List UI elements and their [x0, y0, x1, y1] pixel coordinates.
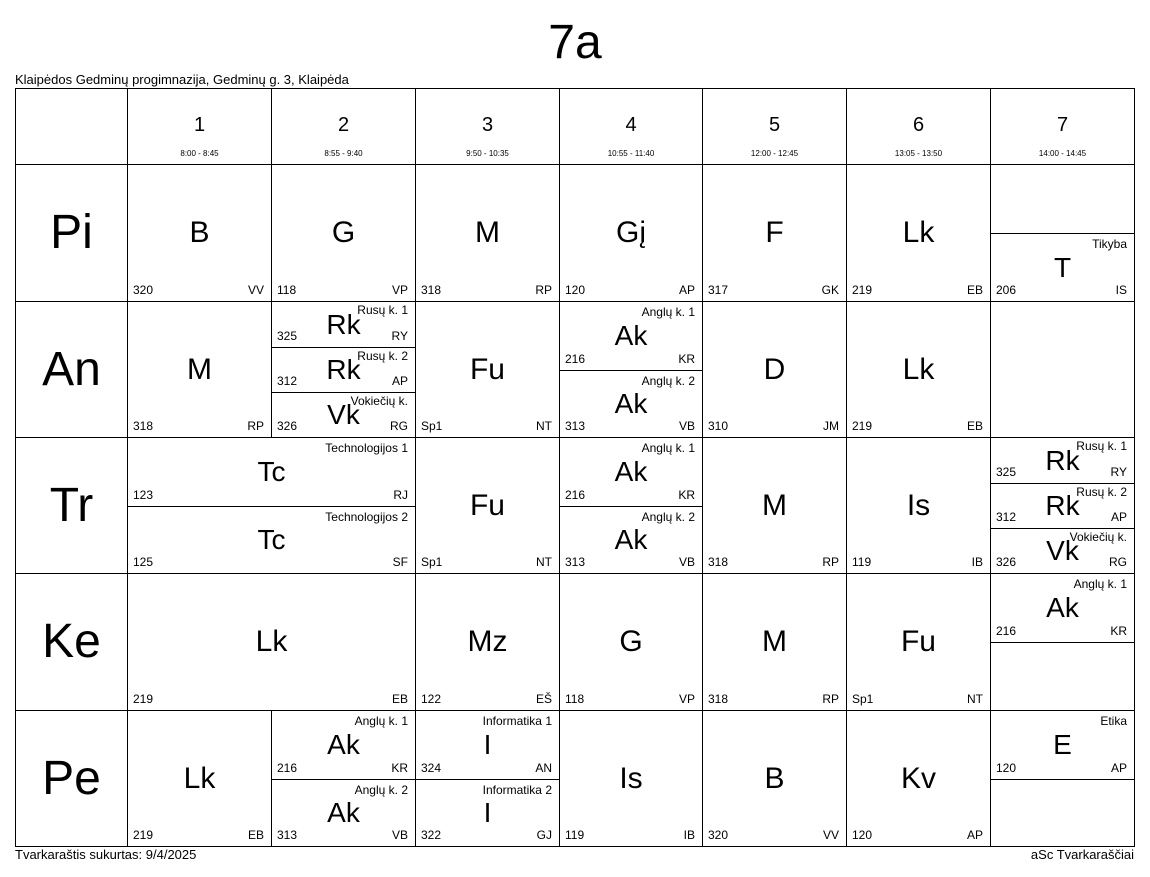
group-name: Anglų k. 1 — [641, 441, 695, 455]
lesson — [560, 302, 702, 370]
subject-code: I — [483, 797, 492, 828]
period-number: 2 — [337, 114, 350, 136]
group-name: Rusų k. 1 — [357, 303, 408, 317]
teacher-initials: NT — [536, 555, 552, 569]
group-name: Anglų k. 1 — [354, 714, 408, 728]
teacher-initials: AP — [678, 283, 695, 297]
lesson — [991, 438, 1134, 483]
period-time: 10:55 - 11:40 — [607, 149, 655, 158]
teacher-initials: IB — [683, 828, 695, 842]
teacher-initials: NT — [967, 692, 983, 706]
lesson — [847, 574, 990, 710]
lesson — [703, 302, 846, 437]
teacher-initials: RG — [390, 419, 408, 433]
day-label-cell — [15, 573, 128, 711]
room-number: 122 — [421, 692, 442, 706]
group-name: Informatika 1 — [482, 714, 552, 728]
teacher-initials: GJ — [536, 828, 552, 842]
subject-code: Mz — [467, 625, 508, 658]
lesson — [416, 165, 559, 301]
empty-slot — [991, 165, 1134, 233]
room-number: 123 — [133, 488, 154, 502]
teacher-initials: VB — [678, 419, 695, 433]
teacher-initials: KR — [678, 352, 695, 366]
lesson — [991, 233, 1134, 301]
period-time: 14:00 - 14:45 — [1038, 149, 1087, 158]
subject-code: Gį — [616, 216, 646, 249]
subject-code: M — [187, 352, 212, 386]
lesson-cell — [415, 710, 560, 847]
room-number: 317 — [708, 283, 729, 297]
room-number: 324 — [421, 761, 442, 775]
teacher-initials: VP — [391, 283, 408, 297]
room-number: Sp1 — [421, 555, 443, 569]
lesson-cell — [990, 164, 1135, 302]
lesson — [272, 165, 415, 301]
lesson — [560, 574, 702, 710]
room-number: 318 — [421, 283, 442, 297]
subject-code: Vk — [1046, 535, 1079, 566]
lesson-cell — [846, 437, 991, 574]
teacher-initials: KR — [1110, 624, 1127, 638]
lesson — [703, 574, 846, 710]
subject-code: M — [762, 488, 787, 522]
group-name: Anglų k. 2 — [641, 510, 695, 524]
teacher-initials: RY — [1110, 465, 1127, 479]
teacher-initials: EB — [966, 283, 983, 297]
period-header — [990, 88, 1135, 165]
lesson-cell — [846, 301, 991, 438]
period-number: 1 — [193, 114, 206, 136]
teacher-initials: EB — [247, 828, 264, 842]
lesson — [128, 165, 271, 301]
teacher-initials: AP — [1110, 510, 1127, 524]
teacher-initials: VV — [822, 828, 839, 842]
lesson-cell — [702, 437, 847, 574]
teacher-initials: VB — [678, 555, 695, 569]
subject-code: Kv — [900, 761, 936, 795]
day-label-cell — [15, 164, 128, 302]
room-number: Sp1 — [852, 692, 874, 706]
lesson — [991, 483, 1134, 528]
lesson — [703, 438, 846, 573]
lesson-cell — [127, 164, 272, 302]
teacher-initials: AP — [1110, 761, 1127, 775]
lesson — [416, 779, 559, 846]
day-label: Pi — [50, 206, 93, 259]
teacher-initials: VB — [391, 828, 408, 842]
lesson — [272, 392, 415, 437]
room-number: 313 — [565, 555, 586, 569]
period-number: 5 — [768, 114, 781, 136]
subject-code: M — [475, 216, 500, 249]
subject-code: Lk — [902, 216, 935, 249]
room-number: 118 — [277, 283, 297, 297]
lesson — [272, 302, 415, 347]
day-label-cell — [15, 437, 128, 574]
period-time: 13:05 - 13:50 — [894, 149, 943, 158]
empty-slot — [991, 302, 1134, 437]
lesson-cell — [271, 301, 416, 438]
subject-code: I — [483, 729, 492, 760]
subject-code: Ak — [614, 524, 648, 555]
lesson-cell — [415, 573, 560, 711]
room-number: 320 — [708, 828, 729, 842]
subject-code: Fu — [469, 488, 505, 522]
lesson-cell — [127, 437, 416, 574]
period-header — [846, 88, 991, 165]
school-name: Klaipėdos Gedminų progimnazija, Gedminų g. 3, Klaipėda — [15, 72, 349, 87]
teacher-initials: VP — [678, 692, 695, 706]
subject-code: Lk — [255, 625, 288, 658]
lesson — [991, 528, 1134, 573]
lesson-cell — [702, 164, 847, 302]
subject-code: Fu — [469, 352, 505, 386]
group-name: Anglų k. 1 — [641, 305, 695, 319]
page-title: 7a — [548, 16, 602, 69]
subject-code: Ak — [327, 729, 360, 760]
teacher-initials: JM — [823, 419, 839, 433]
subject-code: D — [763, 352, 786, 386]
group-name: Tikyba — [1092, 237, 1127, 251]
teacher-initials: AN — [535, 761, 552, 775]
teacher-initials: RP — [822, 555, 839, 569]
group-name: Anglų k. 1 — [1073, 577, 1127, 591]
lesson-cell — [415, 437, 560, 574]
subject-code: Rk — [326, 354, 361, 385]
lesson — [560, 165, 702, 301]
teacher-initials: NT — [536, 419, 552, 433]
room-number: 326 — [277, 419, 298, 433]
subject-code: Rk — [1045, 490, 1080, 521]
teacher-initials: VV — [247, 283, 264, 297]
teacher-initials: AP — [966, 828, 983, 842]
lesson — [847, 165, 990, 301]
room-number: 318 — [133, 419, 154, 433]
period-header — [271, 88, 416, 165]
lesson-cell — [990, 437, 1135, 574]
subject-code: Is — [906, 488, 931, 522]
room-number: 312 — [996, 510, 1017, 524]
room-number: 120 — [852, 828, 873, 842]
subject-code: Ak — [1046, 592, 1079, 623]
subject-code: Lk — [902, 352, 935, 386]
teacher-initials: RP — [247, 419, 264, 433]
subject-code: Vk — [327, 399, 360, 430]
group-name: Rusų k. 2 — [1076, 485, 1127, 499]
subject-code: M — [762, 625, 787, 658]
teacher-initials: SF — [392, 555, 408, 569]
teacher-initials: RJ — [393, 488, 408, 502]
room-number: 318 — [708, 692, 729, 706]
group-name: Anglų k. 2 — [354, 783, 408, 797]
lesson — [416, 302, 559, 437]
teacher-initials: IB — [971, 555, 983, 569]
lesson — [847, 711, 990, 846]
room-number: 206 — [996, 283, 1017, 297]
room-number: 219 — [852, 283, 873, 297]
teacher-initials: RG — [1109, 555, 1127, 569]
room-number: 318 — [708, 555, 729, 569]
room-number: 325 — [996, 465, 1017, 479]
day-label-cell — [15, 710, 128, 847]
teacher-initials: AP — [391, 374, 408, 388]
lesson — [272, 347, 415, 392]
lesson — [991, 711, 1134, 779]
room-number: 326 — [996, 555, 1017, 569]
empty-slot — [991, 779, 1134, 846]
lesson-cell — [559, 573, 703, 711]
lesson — [128, 711, 271, 846]
room-number: Sp1 — [421, 419, 443, 433]
subject-code: G — [619, 625, 643, 658]
lesson-cell — [271, 710, 416, 847]
room-number: 325 — [277, 329, 298, 343]
room-number: 216 — [277, 761, 298, 775]
day-label: Ke — [42, 615, 101, 668]
teacher-initials: KR — [391, 761, 408, 775]
teacher-initials: RP — [535, 283, 552, 297]
day-label: Pe — [42, 751, 101, 805]
room-number: 216 — [565, 352, 586, 366]
lesson-cell — [559, 437, 703, 574]
lesson-cell — [990, 301, 1135, 438]
room-number: 310 — [708, 419, 729, 433]
lesson-cell — [846, 164, 991, 302]
lesson — [703, 711, 846, 846]
teacher-initials: GK — [821, 283, 839, 297]
lesson — [128, 302, 271, 437]
lesson-cell — [559, 164, 703, 302]
period-time: 8:55 - 9:40 — [324, 149, 363, 158]
lesson — [847, 438, 990, 573]
teacher-initials: RP — [822, 692, 839, 706]
room-number: 216 — [565, 488, 586, 502]
day-label: Tr — [49, 478, 94, 532]
lesson-cell — [846, 573, 991, 711]
lesson — [416, 438, 559, 573]
period-number: 4 — [625, 114, 637, 136]
room-number: 119 — [852, 555, 872, 569]
lesson-cell — [990, 573, 1135, 711]
teacher-initials: EB — [391, 692, 408, 706]
lesson — [416, 711, 559, 779]
group-name: Rusų k. 1 — [1076, 439, 1127, 453]
subject-code: T — [1053, 251, 1072, 283]
lesson-cell — [559, 301, 703, 438]
subject-code: Ak — [614, 320, 648, 351]
subject-code: Tc — [257, 456, 286, 487]
subject-code: G — [331, 216, 356, 249]
lesson-cell — [415, 301, 560, 438]
group-name: Technologijos 1 — [325, 441, 408, 455]
subject-code: B — [764, 761, 785, 795]
subject-code: Fu — [900, 625, 936, 658]
lesson-cell — [990, 710, 1135, 847]
room-number: 216 — [996, 624, 1017, 638]
teacher-initials: RY — [391, 329, 408, 343]
room-number: 118 — [565, 692, 585, 706]
subject-code: Rk — [326, 308, 361, 340]
room-number: 219 — [133, 692, 154, 706]
teacher-initials: EB — [966, 419, 983, 433]
room-number: 120 — [565, 283, 586, 297]
lesson-cell — [702, 301, 847, 438]
subject-code: Lk — [183, 761, 216, 795]
created-date: Tvarkaraštis sukurtas: 9/4/2025 — [15, 847, 197, 862]
lesson-cell — [702, 573, 847, 711]
subject-code: Ak — [614, 456, 648, 487]
period-number: 3 — [481, 114, 494, 136]
group-name: Vokiečių k. — [1069, 530, 1127, 544]
lesson-cell — [127, 710, 272, 847]
period-time: 9:50 - 10:35 — [466, 149, 509, 158]
day-label: An — [42, 342, 101, 396]
teacher-initials: KR — [678, 488, 695, 502]
period-number: 7 — [1056, 114, 1069, 136]
lesson-cell — [415, 164, 560, 302]
room-number: 120 — [996, 761, 1017, 775]
room-number: 219 — [133, 828, 154, 842]
period-header — [559, 88, 703, 165]
lesson — [560, 506, 702, 573]
group-name: Vokiečių k. — [350, 394, 408, 408]
lesson — [847, 302, 990, 437]
room-number: 313 — [565, 419, 586, 433]
room-number: 312 — [277, 374, 298, 388]
teacher-initials: IS — [1115, 283, 1127, 297]
software-credit: aSc Tvarkaraščiai — [1030, 847, 1134, 862]
lesson-cell — [127, 573, 416, 711]
period-header — [415, 88, 560, 165]
subject-code: F — [765, 216, 784, 249]
subject-code: Tc — [257, 524, 286, 555]
group-name: Technologijos 2 — [325, 510, 408, 524]
period-time: 12:00 - 12:45 — [750, 149, 799, 158]
subject-code: Ak — [327, 797, 360, 828]
lesson — [272, 711, 415, 779]
lesson-cell — [846, 710, 991, 847]
room-number: 125 — [133, 555, 154, 569]
room-number: 322 — [421, 828, 442, 842]
group-name: Etika — [1100, 714, 1127, 728]
lesson — [128, 438, 415, 506]
day-label-cell — [15, 301, 128, 438]
subject-code: Rk — [1045, 444, 1080, 476]
subject-code: Ak — [614, 388, 648, 419]
lesson — [560, 438, 702, 506]
period-number: 6 — [912, 114, 925, 136]
lesson — [128, 574, 415, 710]
lesson — [560, 370, 702, 437]
lesson — [272, 779, 415, 846]
lesson — [560, 711, 702, 846]
lesson-cell — [271, 164, 416, 302]
room-number: 320 — [133, 283, 154, 297]
group-name: Anglų k. 2 — [641, 374, 695, 388]
subject-code: E — [1053, 729, 1072, 760]
room-number: 219 — [852, 419, 873, 433]
group-name: Rusų k. 2 — [357, 349, 408, 363]
lesson-cell — [127, 301, 272, 438]
lesson — [128, 506, 415, 573]
lesson-cell — [559, 710, 703, 847]
corner-cell — [15, 88, 128, 165]
room-number: 313 — [277, 828, 298, 842]
subject-code: Is — [619, 761, 643, 795]
lesson — [416, 574, 559, 710]
room-number: 119 — [565, 828, 585, 842]
lesson-cell — [702, 710, 847, 847]
period-header — [702, 88, 847, 165]
group-name: Informatika 2 — [482, 783, 552, 797]
teacher-initials: EŠ — [535, 692, 552, 706]
lesson — [991, 574, 1134, 642]
period-time: 8:00 - 8:45 — [180, 149, 219, 158]
empty-slot — [991, 642, 1134, 710]
subject-code: B — [189, 216, 210, 249]
lesson — [703, 165, 846, 301]
period-header — [127, 88, 272, 165]
